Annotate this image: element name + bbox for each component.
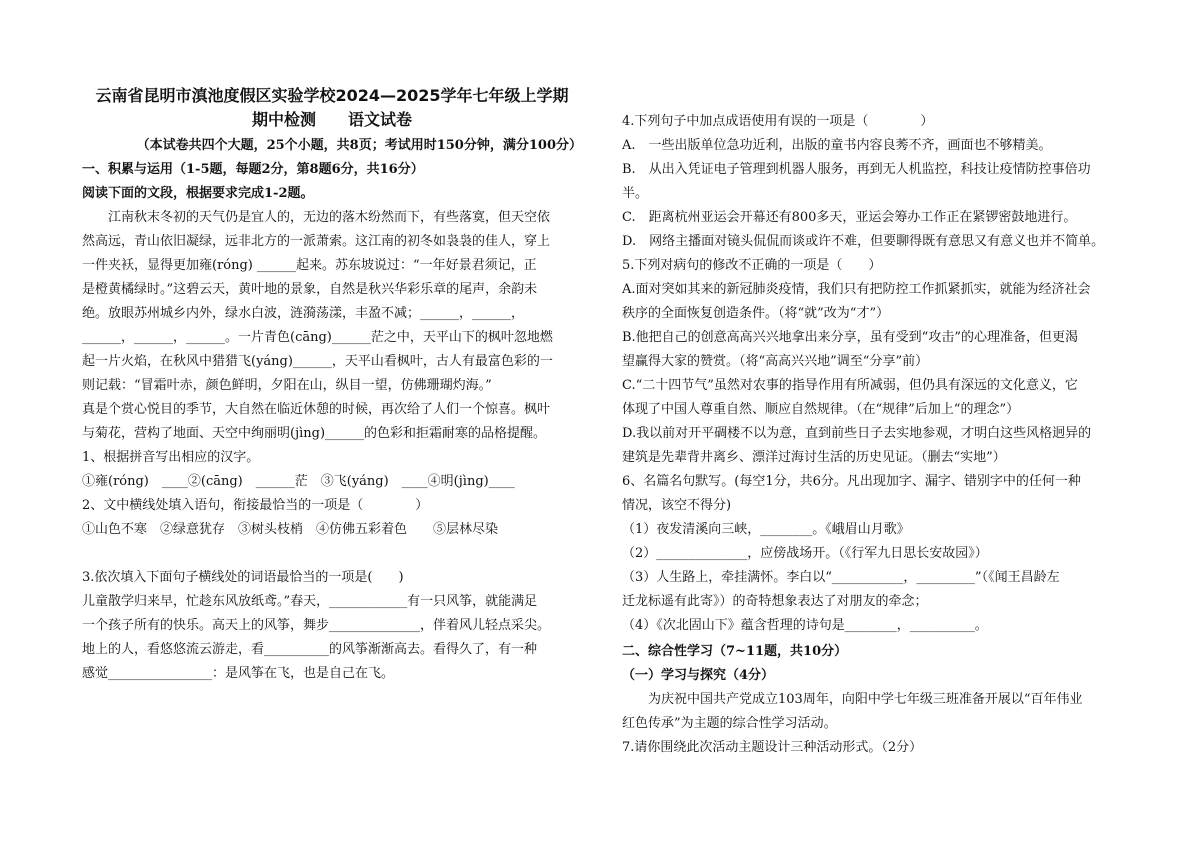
passage-line: 然高远，青山依旧凝绿，远非北方的一派萧索。这江南的初冬如袅袅的佳人，穿上	[82, 234, 551, 249]
subsection-1-text: 为庆祝中国共产党成立103周年，向阳中学七年级三班准备开展以“百年伟业	[648, 692, 1083, 707]
question-6: 情况，该空不得分)	[622, 498, 732, 513]
reading-instruction: 阅读下面的文段，根据要求完成1-2题。	[82, 186, 314, 201]
exam-title-line1: 云南省昆明市滇池度假区实验学校2024—2025学年七年级上学期	[95, 86, 569, 105]
question-3-text: 儿童散学归来早，忙趁东风放纸鸢。”春天，____________有一只风筝，就能满足	[82, 594, 538, 609]
question-5-option: 体现了中国人尊重自然、顺应自然规律。（在“规律”后加上“的理念”）	[622, 402, 1020, 417]
question-4-option: D. 网络主播面对镜头侃侃而谈或许不难，但要聊得既有意思又有意义也并不简单。	[622, 234, 1105, 249]
passage-line: 则记载：“冒霜叶赤，颜色鲜明，夕阳在山，纵目一望，仿佛珊瑚灼海。”	[82, 378, 492, 393]
question-1-blanks: ①雍(róng) ____②(cāng) ______茫 ③飞(yáng) ____④明(jìng)____	[82, 474, 515, 489]
question-3-text: 地上的人，看悠悠流云游走，看__________的风筝渐渐高去。看得久了，有一种	[82, 642, 538, 657]
question-6-item: 迁龙标遥有此寄》）的奇特想象表达了对朋友的牵念；	[622, 594, 928, 609]
exam-note: （本试卷共四个大题，25个小题，共8页；考试用时150分钟，满分100分）	[136, 138, 582, 153]
passage-line: 一件夹袄，显得更加雍(róng) ______起来。苏东坡说过：“一年好景君须记，正	[82, 258, 537, 273]
question-4-option: A. 一些出版单位急功近利，出版的童书内容良莠不齐，画面也不够精美。	[622, 138, 1052, 153]
question-5-option: D.我以前对开平碉楼不以为意，直到前些日子去实地参观，才明白这些风格迥异的	[622, 426, 1092, 441]
subsection-1-text: 红色传承”为主题的综合性学习活动。	[622, 716, 837, 731]
question-3-text: 感觉________________：是风筝在飞，也是自己在飞。	[82, 666, 395, 681]
question-6-item: （3）人生路上，牵挂满怀。李白以“___________，_________”（《闻王昌龄左	[622, 570, 1060, 585]
passage-line: 起一片火焰，在秋风中猎猎飞(yáng)______，天平山看枫叶，古人有最富色彩的一	[82, 354, 553, 369]
question-2: 2、文中横线处填入语句，衔接最恰当的一项是（ ）	[82, 498, 429, 513]
question-5-option: 秩序的全面恢复创造条件。（将“就”改为“才”）	[622, 306, 890, 321]
question-6-item: （4）《次北固山下》蕴含哲理的诗句是________，__________。	[622, 618, 988, 633]
question-6: 6、名篇名句默写。(每空1分，共6分。凡出现加字、漏字、错别字中的任何一种	[622, 474, 1081, 489]
passage-line: 江南秋末冬初的天气仍是宜人的，无边的落木纷然而下，有些落寞，但天空依	[108, 210, 551, 225]
passage-line: 绝。放眼苏州城乡内外，绿水白波，涟漪荡漾，丰盈不减；______，______，	[82, 306, 525, 321]
question-5-option: A.面对突如其来的新冠肺炎疫情，我们只有把防控工作抓紧抓实，就能为经济社会	[622, 282, 1091, 297]
question-5-option: 建筑是先辈背井离乡、漂洋过海讨生活的历史见证。（删去“实地”）	[622, 450, 1006, 465]
passage-line: 是橙黄橘绿时。”这碧云天，黄叶地的景象，自然是秋兴华彩乐章的尾声，余韵未	[82, 282, 538, 297]
question-4-option: B. 从出入凭证电子管理到机器人服务，再到无人机监控，科技让疫情防控事倍功	[622, 162, 1091, 177]
question-3: 3.依次填入下面句子横线处的词语最恰当的一项是( )	[82, 570, 404, 585]
question-6-item: （1）夜发清溪向三峡，________。《峨眉山月歌》	[622, 522, 910, 537]
question-2-items: ①山色不寒 ②绿意犹存 ③树头枝梢 ④仿佛五彩着色 ⑤层林尽染	[82, 522, 499, 537]
question-3-text: 一个孩子所有的快乐。高天上的风筝，舞步______________，伴着风儿轻点采尖。	[82, 618, 551, 633]
question-6-item: （2）______________，应傍战场开。（《行军九日思长安故园》）	[622, 546, 988, 561]
passage-line: 真是个赏心悦目的季节，大自然在临近休憩的时候，再次给了人们一个惊喜。枫叶	[82, 402, 551, 417]
passage-line: 与菊花，营构了地面、天空中绚丽明(jìng)______的色彩和拒霜耐寒的品格提醒。	[82, 426, 547, 441]
question-4-option: 半。	[622, 186, 649, 201]
section-2-heading: 二、综合性学习（7~11题，共10分）	[622, 644, 848, 659]
question-5-option: C.“二十四节气”虽然对农事的指导作用有所减弱，但仍具有深远的文化意义，它	[622, 378, 1078, 393]
exam-title-line2: 期中检测 语文试卷	[251, 110, 412, 129]
question-5-option: 望赢得大家的赞赏。（将“高高兴兴地”调至“分享”前）	[622, 354, 929, 369]
passage-line: ______，______，______。一片青色(cāng)______茫之中，天平山下的枫叶忽地燃	[82, 330, 553, 345]
subsection-1-heading: （一）学习与探究（4分）	[622, 668, 775, 683]
question-7: 7.请你围绕此次活动主题设计三种活动形式。（2分）	[622, 740, 923, 755]
question-5: 5.下列对病句的修改不正确的一项是（ ）	[622, 258, 882, 273]
question-1: 1、根据拼音写出相应的汉字。	[82, 450, 260, 465]
question-5-option: B.他把自己的创意高高兴兴地拿出来分享，虽有受到“攻击”的心理准备，但更渴	[622, 330, 1078, 345]
question-4: 4.下列句子中加点成语使用有误的一项是（ ）	[622, 114, 934, 129]
section-1-heading: 一、积累与运用（1-5题，每题2分，第8题6分，共16分）	[82, 162, 424, 177]
question-4-option: C. 距离杭州亚运会开幕还有800多天，亚运会筹办工作正在紧锣密鼓地进行。	[622, 210, 1077, 225]
